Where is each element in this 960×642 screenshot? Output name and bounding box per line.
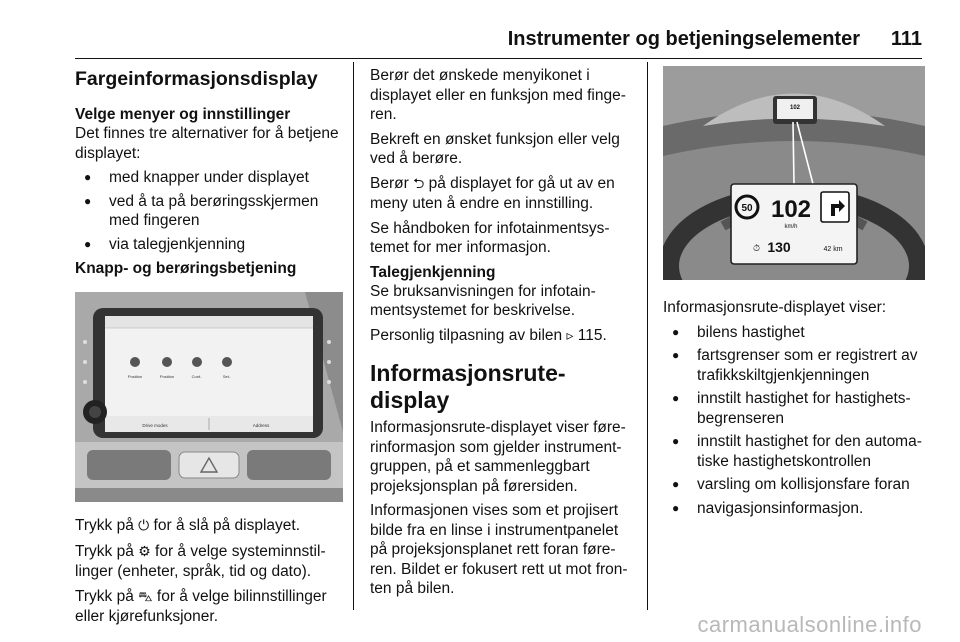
app-label: Conf..: [191, 374, 203, 379]
hud-section-title: Informasjonsrute-display: [370, 360, 566, 413]
hud-speed: 102: [770, 196, 812, 223]
power-instruction: Trykk på ⏻ for å slå på displayet.: [75, 517, 301, 534]
paragraph: Se håndboken for infotainmentsystemet for mer informasjon.: [370, 219, 610, 256]
paragraph: Berør det ønskede menyikonet i displayet eller en funksjon med fingeren.: [370, 67, 626, 123]
hud-illustration: [663, 66, 925, 280]
paragraph: Informasjonen vises som et projisert bilde fra en linse i instrumentpanelet på projeksjonsplanet rett foran føreren. Bildet er fokusert rett ut mot fronten på bilen.: [370, 502, 628, 597]
list-item: ● navigasjonsinformasjon.: [663, 499, 925, 519]
app-label: Set..: [222, 374, 232, 379]
intro-text: Det finnes tre alternativer for å betjene displayet:: [75, 125, 339, 162]
paragraph: Informasjonsrute-displayet viser førerinformasjon som gjelder instrumentgruppen, på et sammenleggbart projeksjonsplan på førersiden.: [370, 419, 626, 495]
back-arrow-icon: ⮌: [413, 175, 425, 192]
paragraph: Se bruksanvisningen for infotainmentsystemet for beskrivelse.: [370, 282, 596, 319]
infotainment-figure: [75, 292, 343, 502]
subheading-menus: Velge menyer og innstillinger: [75, 106, 291, 123]
page-number: 111: [890, 28, 922, 50]
vehicle-settings-instruction: Trykk på ⛍ for å velge bilinnstillinger eller kjørefunksjoner.: [75, 587, 327, 625]
column-divider-2: [647, 62, 648, 610]
car-icon: ⛍: [138, 588, 153, 605]
watermark: carmanualsonline.info: [697, 612, 922, 637]
hud-small-speed: 102: [789, 105, 801, 111]
hud-speed-unit: km/h: [784, 224, 798, 230]
paragraph: Bekreft en ønsket funksjon eller velg ved å berøre.: [370, 130, 620, 167]
list-item: ● ved å ta på berøringsskjermen med fingeren: [75, 192, 343, 231]
tab-drive-modes: Drive modes: [142, 423, 168, 428]
list-item: ● bilens hastighet: [663, 323, 925, 343]
hud-speed-icon: ⏱: [753, 243, 761, 253]
page-reference-icon: ▹: [566, 327, 574, 344]
list-item: ● med knapper under displayet: [75, 168, 343, 188]
hud-speed-limit: 50: [741, 203, 753, 214]
column-middle: [370, 62, 635, 604]
app-label: Position: [127, 374, 143, 379]
subheading-voice: Talegjenkjenning: [370, 263, 496, 281]
power-icon: ⏻: [138, 518, 150, 534]
list-item: ● via talegjenkjenning: [75, 235, 343, 255]
header-rule: [75, 58, 922, 59]
back-instruction: Berør ⮌ på displayet for gå ut av en meny uten å endre en innstilling.: [370, 174, 615, 212]
infotainment-illustration: [75, 292, 343, 502]
personalization-reference: Personlig tilpasning av bilen ▹ 115.: [370, 326, 607, 344]
list-item: ● fartsgrenser som er registrert av trafikkskiltgjenkjenningen: [663, 346, 925, 385]
column-left: [75, 62, 343, 632]
column-divider-1: [353, 62, 354, 610]
section-title: Fargeinformasjonsdisplay: [75, 68, 318, 90]
list-item: ● varsling om kollisjonsfare foran: [663, 475, 925, 495]
operation-options-list: [75, 168, 343, 254]
hud-figure: [663, 66, 925, 280]
column-right: [663, 62, 925, 522]
hud-set-speed: 130: [767, 239, 791, 255]
hud-intro: Informasjonsrute-displayet viser:: [663, 299, 887, 316]
hud-content-list: [663, 323, 925, 519]
settings-gear-icon: ⚙: [138, 543, 151, 560]
hud-distance: 42 km: [823, 246, 843, 253]
subheading-buttons: Knapp- og berøringsbetjening: [75, 260, 297, 277]
app-label: Position: [159, 374, 175, 379]
list-item: ● innstilt hastighet for hastighetsbegrenseren: [663, 389, 925, 428]
tab-address: Address: [252, 423, 270, 428]
list-item: ● innstilt hastighet for den automatiske hastighetskontrollen: [663, 432, 925, 471]
chapter-title: Instrumenter og betjeningselementer: [507, 28, 860, 50]
settings-instruction: Trykk på ⚙ for å velge systeminnstillinger (enheter, språk, tid og dato).: [75, 542, 326, 580]
page-header: [0, 0, 960, 62]
